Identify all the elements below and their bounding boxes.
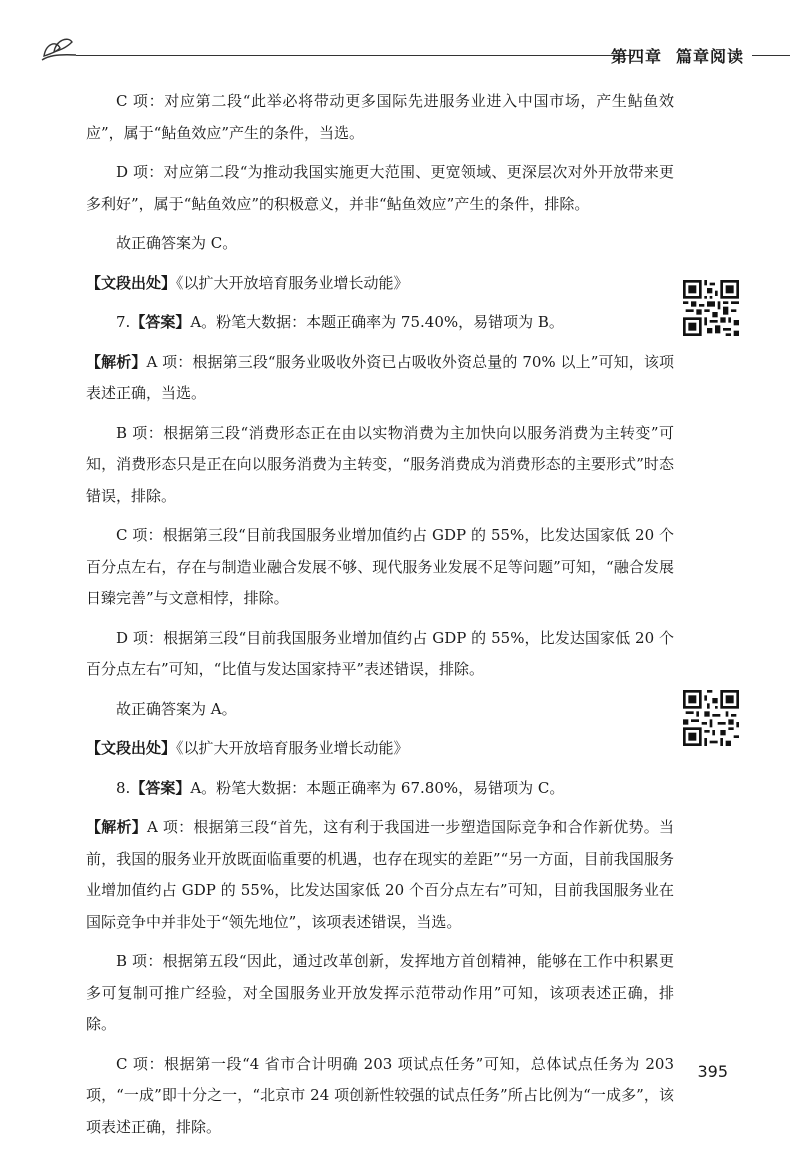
paragraph: C 项：对应第二段“此举必将带动更多国际先进服务业进入中国市场，产生鲇鱼效应”，属于“鲇鱼效应”产生的条件，当选。 [86, 92, 674, 142]
page-content [86, 86, 674, 1151]
qr-code-icon[interactable] [683, 690, 739, 746]
paragraph: B 项：根据第五段“因此，通过改革创新，发挥地方首创精神，能够在工作中积累更多可复制可推广经验，对全国服务业开放发挥示范带动作用”可知，该项表述正确，排除。 [86, 952, 674, 1033]
page-header [38, 34, 790, 70]
source-label: 【文段出处】 [86, 273, 177, 292]
answer-label: 【答案】 [130, 313, 191, 331]
source-text: 《以扩大开放培育服务业增长动能》 [176, 273, 409, 292]
source-line [86, 268, 674, 300]
source-text: 《以扩大开放培育服务业增长动能》 [176, 739, 409, 757]
paragraph: C 项：根据第三段“目前我国服务业增加值约占 GDP 的 55%，比发达国家低 20 个百分点左右，存在与制造业融合发展不够、现代服务业发展不足等问题”可知，“融合发展日臻完善”与文意相悖，排除。 [86, 526, 674, 607]
chapter-label: 第四章 [610, 47, 662, 66]
analysis-paragraph [86, 347, 674, 410]
answer-text: A。粉笔大数据：本题正确率为 67.80%，易错项为 C。 [190, 778, 565, 797]
section-label: 篇章阅读 [675, 47, 744, 66]
leaf-icon [38, 34, 78, 64]
analysis-label: 【解析】 [86, 818, 148, 836]
analysis-label: 【解析】 [86, 352, 147, 371]
answer-line [86, 773, 674, 805]
analysis-paragraph [86, 812, 674, 938]
paragraph: 故正确答案为 A。 [116, 699, 237, 718]
qr-code-icon[interactable] [683, 280, 739, 336]
header-rule-right [752, 55, 790, 56]
paragraph: B 项：根据第三段“消费形态正在由以实物消费为主加快向以服务消费为主转变”可知，消费形态只是正在向以服务消费为主转变，“服务消费成为消费形态的主要形式”时态错误，排除。 [86, 423, 674, 505]
paragraph: D 项：根据第三段“目前我国服务业增加值约占 GDP 的 55%，比发达国家低 20 个百分点左右”可知，“比值与发达国家持平”表述错误，排除。 [86, 628, 674, 678]
answer-line [86, 307, 674, 339]
chapter-title [611, 44, 744, 67]
source-line [86, 733, 674, 765]
answer-label: 【答案】 [130, 778, 191, 797]
source-label: 【文段出处】 [86, 739, 177, 757]
page-number: 395 [697, 1062, 728, 1081]
analysis-text: A 项：根据第三段“首先，这有利于我国进一步塑造国际竞争和合作新优势。当前，我国的服务业开放既面临重要的机遇，也存在现实的差距”“另一方面，目前我国服务业增加值约占 GDP 的 55%，比发达国家低 20 个百分点左右”可知，目前我国服务业在国际竞争中并非处于“领先地位”，该项表述错误，当选。 [86, 818, 674, 931]
answer-text: A。粉笔大数据：本题正确率为 75.40%，易错项为 B。 [190, 313, 564, 331]
analysis-text: A 项：根据第三段“服务业吸收外资已占吸收外资总量的 70% 以上”可知，该项表述正确，当选。 [86, 352, 674, 402]
paragraph: C 项：根据第一段“4 省市合计明确 203 项试点任务”可知，总体试点任务为 203 项，“一成”即十分之一，“北京市 24 项创新性较强的试点任务”所占比例为“一成多”，该项表述正确，排除。 [86, 1054, 674, 1136]
paragraph: D 项：对应第二段“为推动我国实施更大范围、更宽领域、更深层次对外开放带来更多利好”，属于“鲇鱼效应”的积极意义，并非“鲇鱼效应”产生的条件，排除。 [86, 163, 674, 213]
paragraph: 故正确答案为 C。 [116, 234, 238, 252]
question-number: 8. [116, 778, 131, 797]
question-number: 7. [116, 313, 131, 331]
header-rule [76, 55, 634, 56]
